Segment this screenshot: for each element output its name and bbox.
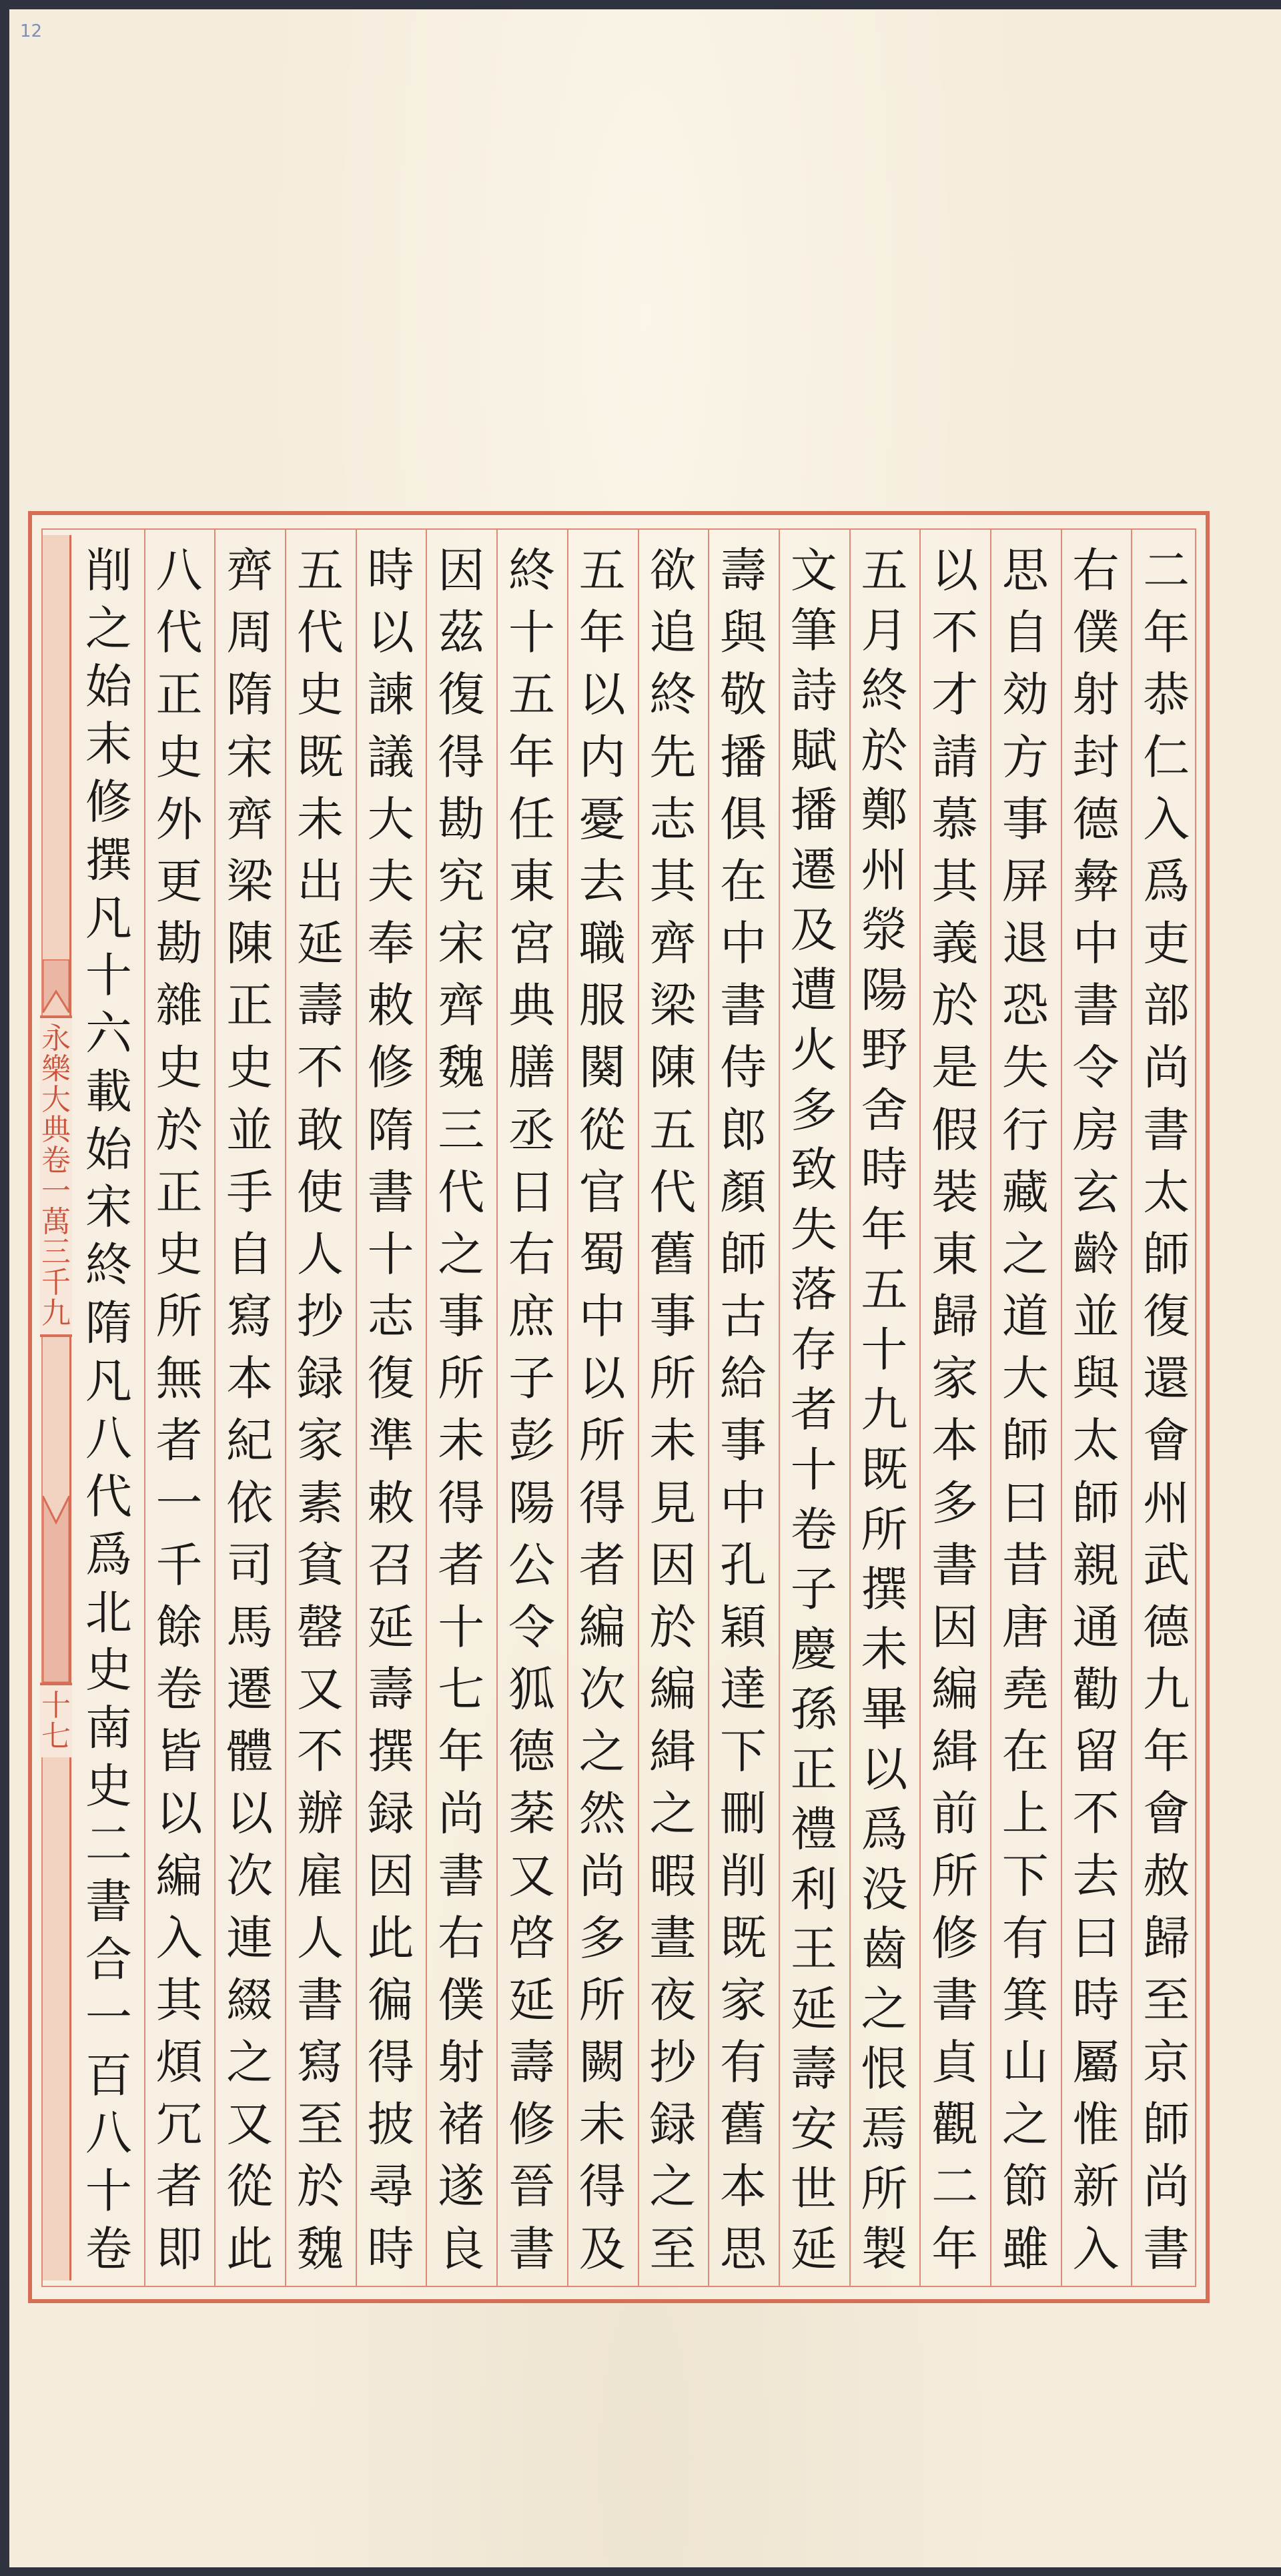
text-column-12: 時 以 諫 議 大 夫 奉 敕 修 隋 書 十 志 復 準 敕 召 延 壽 撰 録 因 此 徧 得 披 尋 時	[367, 543, 414, 2276]
page-number-mark: 12	[20, 21, 43, 41]
fish-tail-mark-lower	[43, 1496, 69, 1683]
text-column-5: 五 月 終 於 鄭 州 滎 陽 野 舍 時 年 五 十 九 既 所 撰 未 畢 以 爲 没 齒 之 恨 焉 所 製	[861, 543, 908, 2276]
text-column-3: 思 自 効 方 事 屏 退 恐 失 行 藏 之 道 大 師 曰 昔 唐 堯 在 上 下 有 箕 山 之 節 雖	[1001, 543, 1049, 2276]
text-column-14: 齊 周 隋 宋 齊 梁 陳 正 史 並 手 自 寫 本 紀 依 司 馬 遷 體 以 次 連 綴 之 又 從 此	[226, 543, 274, 2276]
text-block	[41, 528, 1196, 2287]
text-column-9: 五 年 以 内 憂 去 職 服 闋 從 官 蜀 中 以 所 得 者 編 次 之 然 尚 多 所 闕 未 得 及	[578, 543, 626, 2276]
fish-tail-mark-upper	[43, 959, 69, 1013]
text-column-7: 壽 與 敬 播 俱 在 中 書 侍 郎 顏 師 古 給 事 中 孔 穎 達 下 刪 削 既 家 有 舊 本 思	[720, 543, 767, 2276]
text-column-15: 八 代 正 史 外 更 勘 雜 史 於 正 史 所 無 者 一 千 餘 卷 皆 以 編 入 其 煩 冗 者 即	[155, 543, 203, 2276]
text-column-10: 終 十 五 年 任 東 宮 典 膳 丞 日 右 庶 子 彭 陽 公 令 狐 德 棻 又 啓 延 壽 修 晉 書	[508, 543, 555, 2276]
text-column-4: 以 不 才 請 慕 其 義 於 是 假 裝 東 歸 家 本 多 書 因 編 緝 前 所 修 書 貞 觀 二 年	[931, 543, 979, 2276]
fore-edge-band	[43, 535, 71, 2280]
text-frame	[28, 511, 1210, 2303]
margin-title-text: 永 樂 大 典 卷 一 萬 三 千 九	[41, 1021, 71, 1330]
text-column-8: 欲 追 終 先 志 其 齊 梁 陳 五 代 舊 事 所 未 見 因 於 編 緝 之 暇 晝 夜 抄 録 之 至	[649, 543, 697, 2276]
book-title-label	[40, 1015, 72, 1337]
text-column-16: 削 之 始 末 修 撰 凡 十 六 載 始 宋 終 隋 凡 八 代 爲 北 史 南 史 二 書 合 一 百 八 十 卷	[85, 543, 132, 2276]
text-column-13: 五 代 史 既 未 出 延 壽 不 敢 使 人 抄 録 家 素 貧 罄 又 不 辦 雇 人 書 寫 至 於 魏	[296, 543, 344, 2276]
leaf-number-label	[40, 1683, 72, 1757]
text-column-1: 二 年 恭 仁 入 爲 吏 部 尚 書 太 師 復 還 會 州 武 德 九 年 會 赦 歸 至 京 師 尚 書	[1143, 543, 1190, 2276]
manuscript-page	[9, 9, 1281, 2567]
text-column-6: 文 筆 詩 賦 播 遷 及 遭 火 多 致 失 落 存 者 十 卷 子 慶 孫 正 禮 利 王 延 壽 安 世 延	[790, 543, 837, 2276]
text-column-2: 右 僕 射 封 德 彜 中 書 令 房 玄 齡 並 與 太 師 親 通 勸 留 不 去 曰 時 屬 惟 新 入	[1072, 543, 1120, 2276]
text-column-11: 因 茲 復 得 勘 究 宋 齊 魏 三 代 之 事 所 未 得 者 十 七 年 尚 書 右 僕 射 褚 遂 良	[438, 543, 485, 2276]
margin-leaf-text: 十 七	[41, 1689, 71, 1753]
